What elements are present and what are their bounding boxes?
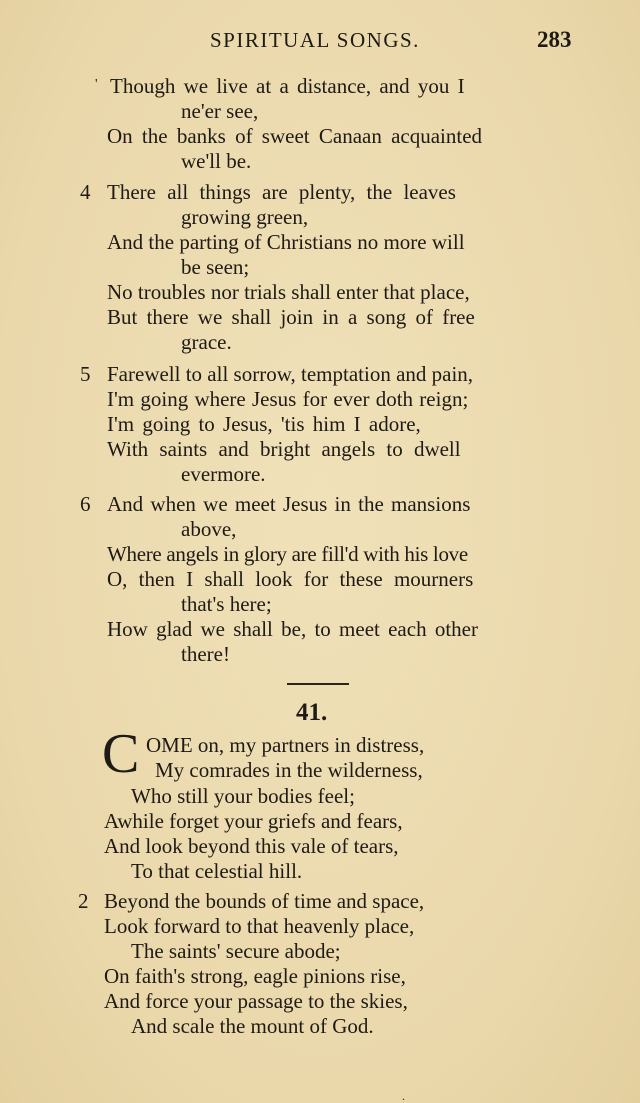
section-divider [287, 683, 349, 685]
verse-line: Though we live at a distance, and you I [110, 74, 465, 98]
verse-line: Farewell to all sorrow, temptation and pain, [107, 362, 474, 386]
verse-line: Who still your bodies feel; [131, 784, 355, 808]
verse-line: be seen; [181, 255, 250, 279]
verse-line: I'm going to Jesus, 'tis him I adore, [107, 412, 421, 436]
verse-line: OME on, my partners in distress, [146, 733, 425, 757]
verse-line: The saints' secure abode; [131, 939, 341, 963]
page-number: 283 [537, 27, 572, 52]
stanza-number: 4 [80, 180, 91, 204]
verse-line: There all things are plenty, the leaves [107, 180, 456, 204]
verse-line: But there we shall join in a song of free [107, 305, 475, 329]
verse-line: that's here; [181, 592, 272, 616]
verse-line: And force your passage to the skies, [104, 989, 408, 1013]
drop-cap: C [102, 723, 140, 785]
verse-line: we'll be. [181, 149, 252, 173]
stanza-number: 2 [78, 889, 89, 913]
verse-line: On the banks of sweet Canaan acquainted [107, 124, 483, 148]
verse-line: there! [181, 642, 230, 666]
verse-line: I'm going where Jesus for ever doth reign; [107, 387, 469, 411]
verse-line: Look forward to that heavenly place, [104, 914, 415, 938]
verse-line: Beyond the bounds of time and space, [104, 889, 425, 913]
verse-line: And look beyond this vale of tears, [104, 834, 399, 858]
verse-line: And when we meet Jesus in the mansions [107, 492, 471, 516]
hymn-number: 41. [296, 699, 328, 726]
running-head: SPIRITUAL SONGS. [210, 28, 420, 52]
stanza-number: 6 [80, 492, 91, 516]
verse-line: growing green, [181, 205, 309, 229]
verse-line: O, then I shall look for these mourners [107, 567, 474, 591]
verse-line: My comrades in the wilderness, [155, 758, 423, 782]
footer-mark: . [402, 1089, 405, 1103]
verse-line: Awhile forget your griefs and fears, [104, 809, 403, 833]
stanza-number: 5 [80, 362, 91, 386]
verse-line: And scale the mount of God. [131, 1014, 374, 1038]
verse-line: ne'er see, [181, 99, 259, 123]
verse-line: evermore. [181, 462, 266, 486]
verse-line: grace. [181, 330, 232, 354]
verse-line: How glad we shall be, to meet each other [107, 617, 478, 641]
verse-line: With saints and bright angels to dwell [107, 437, 461, 461]
verse-line: Where angels in glory are fill'd with his love [107, 542, 468, 566]
margin-mark: ' [95, 77, 98, 92]
verse-line: above, [181, 517, 237, 541]
verse-line: No troubles nor trials shall enter that place, [107, 280, 470, 304]
verse-line: And the parting of Christians no more will [107, 230, 465, 254]
verse-line: To that celestial hill. [131, 859, 303, 883]
verse-line: On faith's strong, eagle pinions rise, [104, 964, 406, 988]
